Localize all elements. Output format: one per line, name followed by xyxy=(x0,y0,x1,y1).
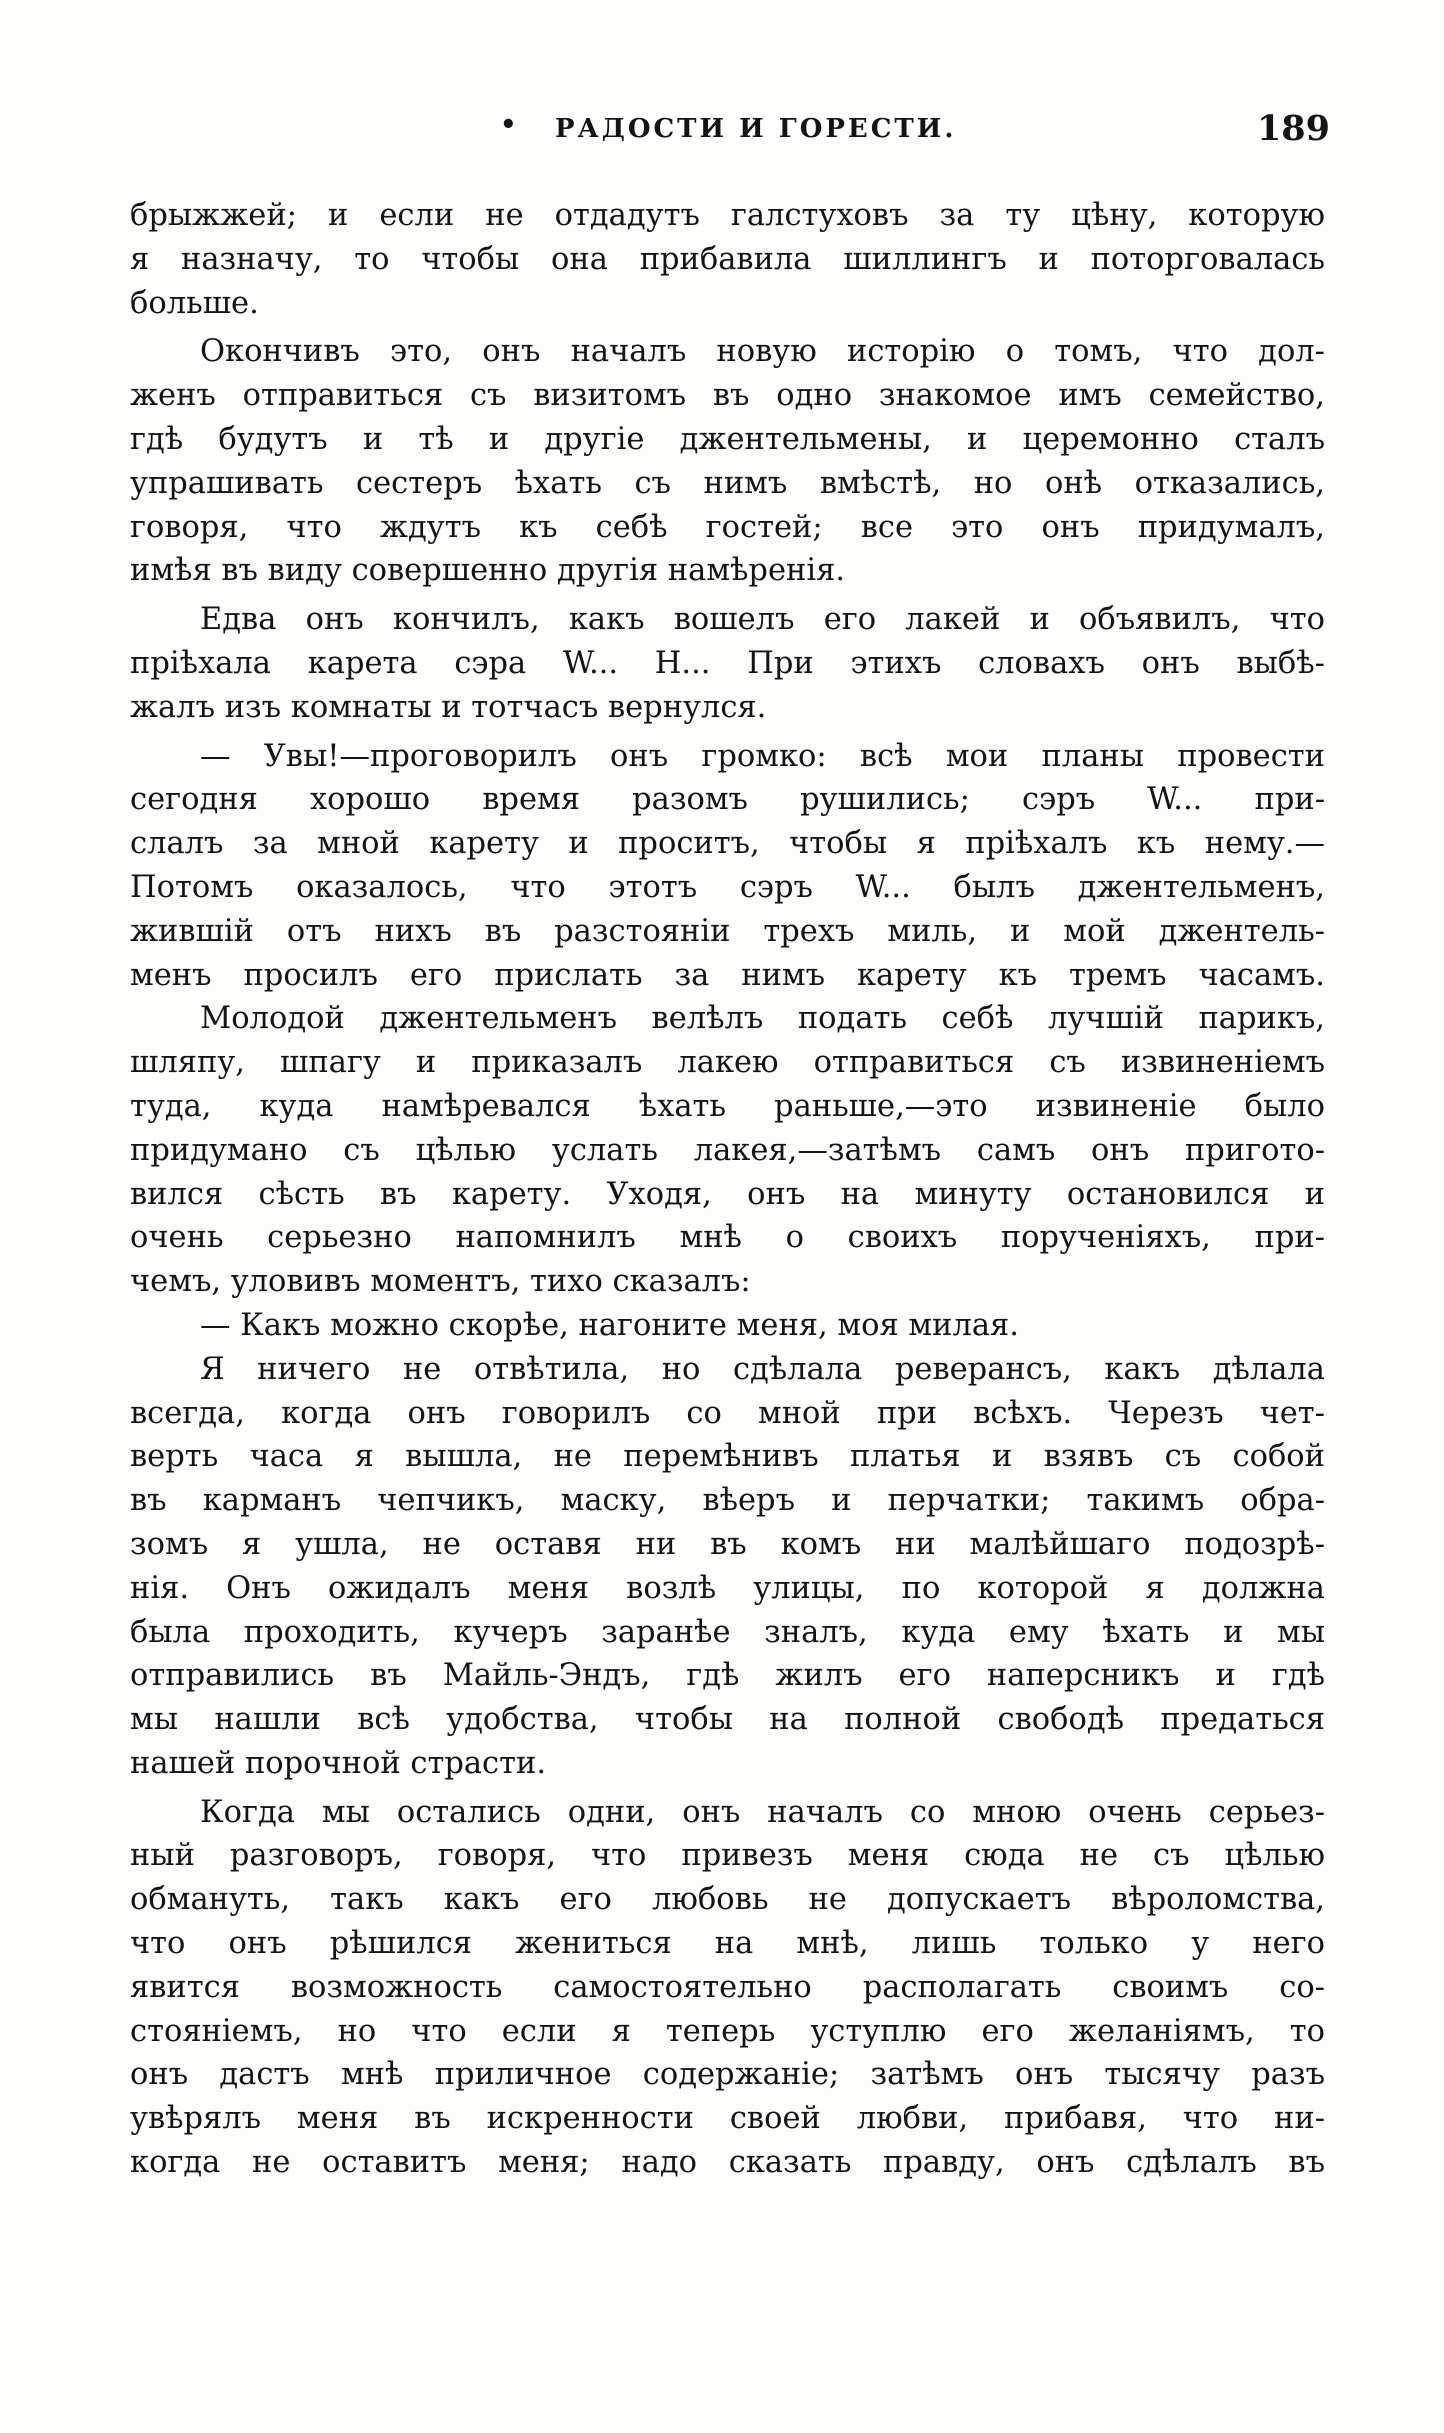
text-line: ный разговоръ, говоря, что привезъ меня сюда не съ цѣлью xyxy=(130,1838,1325,1874)
text-line: стояніемъ, но что если я теперь уступлю его желаніямъ, то xyxy=(130,2013,1325,2049)
text-line: Молодой джентельменъ велѣлъ подать себѣ лучшій парикъ, xyxy=(200,1001,1325,1037)
text-line: мы нашли всѣ удобства, чтобы на полной свободѣ предаться xyxy=(130,1702,1325,1738)
text-line: въ карманъ чепчикъ, маску, вѣеръ и перчатки; такимъ обра- xyxy=(130,1483,1325,1519)
text-line: брыжжей; и если не отдадутъ галстуховъ за ту цѣну, которую xyxy=(130,198,1325,233)
text-line: Я ничего не отвѣтила, но сдѣлала реверансъ, какъ дѣлала xyxy=(200,1351,1325,1387)
text-line: менъ просилъ его прислать за нимъ карету къ тремъ часамъ. xyxy=(130,957,1325,993)
running-header xyxy=(130,108,1330,154)
text-line: когда не оставитъ меня; надо сказать правду, онъ сдѣлалъ въ xyxy=(130,2145,1325,2181)
text-line: Едва онъ кончилъ, какъ вошелъ его лакей и объявилъ, что xyxy=(200,602,1325,638)
text-line: верть часа я вышла, не перемѣнивъ платья и взявъ съ собой xyxy=(130,1439,1325,1475)
text-line: придумано съ цѣлью услать лакея,—затѣмъ самъ онъ пригото- xyxy=(130,1132,1325,1168)
text-line: больше. xyxy=(130,285,259,321)
text-line: имѣя въ виду совершенно другія намѣренія. xyxy=(130,553,846,589)
text-line: отправились въ Майль-Эндъ, гдѣ жилъ его наперсникъ и гдѣ xyxy=(130,1658,1325,1694)
text-line: гдѣ будутъ и тѣ и другіе джентельмены, и церемонно сталъ xyxy=(130,421,1325,457)
text-line: упрашивать сестеръ ѣхать съ нимъ вмѣстѣ, но онѣ отказались, xyxy=(130,465,1325,501)
text-line: слалъ за мной карету и проситъ, чтобы я пріѣхалъ къ нему.— xyxy=(130,826,1325,862)
text-line: была проходить, кучеръ заранѣе зналъ, куда ему ѣхать и мы xyxy=(130,1614,1325,1650)
text-line: онъ дастъ мнѣ приличное содержаніе; затѣмъ онъ тысячу разъ xyxy=(130,2057,1325,2093)
text-line: сегодня хорошо время разомъ рушились; сэръ W... при- xyxy=(130,782,1325,818)
text-line: нія. Онъ ожидалъ меня возлѣ улицы, по которой я должна xyxy=(130,1570,1325,1606)
text-line: Окончивъ это, онъ началъ новую исторію о томъ, что дол- xyxy=(200,334,1325,370)
text-line: шляпу, шпагу и приказалъ лакею отправиться съ извиненіемъ xyxy=(130,1045,1325,1081)
text-line: чемъ, уловивъ моментъ, тихо сказалъ: xyxy=(130,1264,751,1300)
text-line: очень серьезно напомнилъ мнѣ о своихъ порученіяхъ, при- xyxy=(130,1220,1325,1256)
header-ornament: • xyxy=(500,110,517,140)
text-line: Потомъ оказалось, что этотъ сэръ W... былъ джентельменъ, xyxy=(130,869,1325,905)
text-line: нашей порочной страсти. xyxy=(130,1745,547,1781)
text-line: говоря, что ждутъ къ себѣ гостей; все это онъ придумалъ, xyxy=(130,509,1325,545)
text-line: явится возможность самостоятельно располагать своимъ со- xyxy=(130,1969,1325,2005)
text-line: обмануть, такъ какъ его любовь не допускаетъ вѣроломства, xyxy=(130,1882,1325,1918)
text-line: зомъ я ушла, не оставя ни въ комъ ни малѣйшаго подозрѣ- xyxy=(130,1526,1325,1562)
running-title: РАДОСТИ И ГОРЕСТИ. xyxy=(555,114,957,144)
page-number: 189 xyxy=(1256,108,1330,149)
text-line: туда, куда намѣревался ѣхать раньше,—это извиненіе было xyxy=(130,1088,1325,1124)
text-line: — Увы!—проговорилъ онъ громко: всѣ мои планы провести xyxy=(200,738,1325,774)
text-line: — Какъ можно скорѣе, нагоните меня, моя милая. xyxy=(200,1307,1019,1343)
text-line: что онъ рѣшился жениться на мнѣ, лишь только у него xyxy=(130,1926,1325,1962)
text-line: Когда мы остались одни, онъ началъ со мною очень серьез- xyxy=(200,1794,1325,1830)
text-line: всегда, когда онъ говорилъ со мной при всѣхъ. Черезъ чет- xyxy=(130,1395,1325,1431)
text-line: женъ отправиться съ визитомъ въ одно знакомое имъ семейство, xyxy=(130,378,1325,414)
text-line: жившій отъ нихъ въ разстояніи трехъ миль, и мой джентель- xyxy=(130,913,1325,949)
text-line: вился сѣсть въ карету. Уходя, онъ на минуту остановился и xyxy=(130,1176,1325,1212)
body-text xyxy=(130,194,1325,2185)
text-line: жалъ изъ комнаты и тотчасъ вернулся. xyxy=(130,689,767,725)
text-line: увѣрялъ меня въ искренности своей любви, прибавя, что ни- xyxy=(130,2101,1325,2137)
text-line: пріѣхала карета сэра W... H... При этихъ словахъ онъ выбѣ- xyxy=(130,645,1325,681)
text-line: я назначу, то чтобы она прибавила шиллингъ и поторговалась xyxy=(130,241,1325,277)
